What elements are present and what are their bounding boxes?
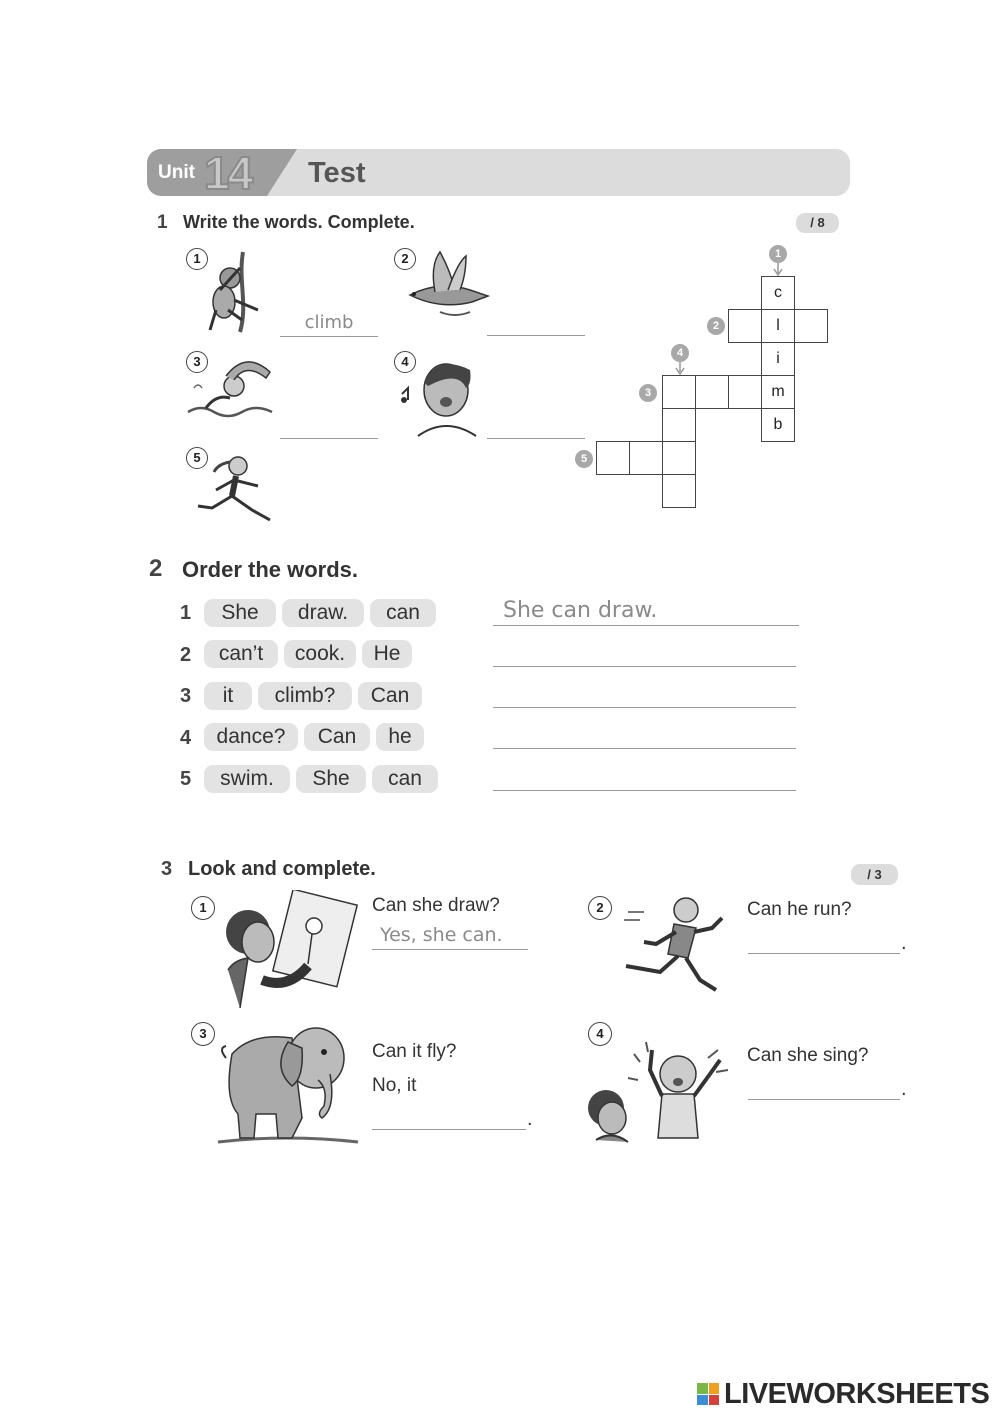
- answer-line[interactable]: [493, 640, 796, 667]
- answer-line[interactable]: [372, 924, 528, 950]
- boy-singing-icon: [398, 350, 486, 438]
- clue-number-1: 1: [769, 245, 787, 263]
- crossword-cell: b: [761, 408, 795, 442]
- answer-line-3[interactable]: [280, 415, 378, 439]
- arrow-down-icon: [674, 362, 686, 376]
- word-chip[interactable]: can’t: [204, 640, 278, 668]
- crossword-cell[interactable]: [662, 408, 696, 442]
- row-number: 3: [180, 685, 192, 707]
- answer-line[interactable]: [748, 1074, 900, 1100]
- unit-number: 14: [204, 147, 252, 199]
- row-number: 1: [180, 602, 192, 624]
- answer-line[interactable]: [493, 598, 799, 626]
- answer-text: Yes, she can.: [380, 924, 503, 946]
- clue-number-4: 4: [671, 344, 689, 362]
- item-number: 1: [191, 896, 215, 920]
- crossword-cell: m: [761, 375, 795, 409]
- answer-text: She can draw.: [503, 598, 658, 623]
- answer-line[interactable]: [748, 928, 900, 954]
- section3-number: 3: [161, 858, 173, 880]
- question-text: Can he run?: [747, 899, 852, 920]
- item-number: 3: [191, 1022, 215, 1046]
- elephant-icon: [212, 1018, 362, 1150]
- answer-line[interactable]: [493, 764, 796, 791]
- period: .: [901, 1078, 907, 1100]
- crossword-cell[interactable]: [695, 375, 729, 409]
- word-chip[interactable]: swim.: [204, 765, 290, 793]
- section2-title: Order the words.: [182, 557, 359, 582]
- answer-line[interactable]: [372, 1104, 526, 1130]
- word-chip[interactable]: Can: [304, 723, 370, 751]
- crossword-cell[interactable]: [596, 441, 630, 475]
- clue-number-5: 5: [575, 450, 593, 468]
- crossword-cell[interactable]: [794, 309, 828, 343]
- question-text: Can she draw?: [372, 895, 500, 916]
- section1-title: Write the words. Complete.: [183, 212, 415, 232]
- row-number: 4: [180, 727, 192, 749]
- crossword-cell[interactable]: [662, 474, 696, 508]
- word-chip[interactable]: dance?: [204, 723, 298, 751]
- item-number: 2: [588, 896, 612, 920]
- section3-title: Look and complete.: [188, 858, 376, 880]
- question-text: Can it fly?: [372, 1041, 457, 1062]
- section3-score: / 3: [851, 864, 898, 885]
- item-number: 1: [186, 248, 208, 270]
- crossword-cell[interactable]: [728, 375, 762, 409]
- clue-number-3: 3: [639, 384, 657, 402]
- answer-prefix: No, it: [372, 1075, 417, 1096]
- row-number: 2: [180, 644, 192, 666]
- crossword-cell: c: [761, 276, 795, 310]
- item-number: 4: [394, 351, 416, 373]
- crossword-cell: i: [761, 342, 795, 376]
- arrow-down-icon: [772, 263, 784, 277]
- answer-line-2[interactable]: [487, 312, 585, 336]
- word-chip[interactable]: can: [372, 765, 438, 793]
- girl-singing-icon: [578, 1030, 746, 1156]
- word-chip[interactable]: He: [362, 640, 412, 668]
- bird-flying-icon: [400, 250, 492, 326]
- girl-running-icon: [190, 450, 276, 522]
- item-number: 2: [394, 248, 416, 270]
- word-chip[interactable]: She: [204, 599, 276, 627]
- word-chip[interactable]: climb?: [258, 682, 352, 710]
- question-text: Can she sing?: [747, 1045, 869, 1066]
- row-number: 5: [180, 768, 192, 790]
- word-chip[interactable]: Can: [358, 682, 422, 710]
- word-chip[interactable]: cook.: [284, 640, 356, 668]
- clue-number-2: 2: [707, 317, 725, 335]
- page-title: Test: [308, 157, 366, 189]
- item-number: 5: [186, 447, 208, 469]
- word-chip[interactable]: it: [204, 682, 252, 710]
- answer-line[interactable]: [493, 722, 796, 749]
- crossword-cell[interactable]: [629, 441, 663, 475]
- boy-running-icon: [598, 888, 732, 1006]
- section2-number: 2: [149, 555, 163, 582]
- crossword-cell: l: [761, 309, 795, 343]
- girl-swimming-icon: [186, 352, 276, 424]
- answer-line-4[interactable]: [487, 415, 585, 439]
- period: .: [901, 932, 907, 954]
- answer-text: climb: [304, 312, 354, 333]
- period: .: [527, 1108, 533, 1130]
- section1-score: / 8: [796, 213, 839, 233]
- footer-brand[interactable]: LIVEWORKSHEETS: [724, 1378, 990, 1410]
- monkey-climbing-icon: [198, 250, 268, 334]
- word-chip[interactable]: She: [296, 765, 366, 793]
- girl-drawing-icon: [218, 890, 358, 1012]
- word-chip[interactable]: can: [370, 599, 436, 627]
- crossword-cell[interactable]: [728, 309, 762, 343]
- liveworksheets-logo-icon: [697, 1383, 719, 1405]
- word-chip[interactable]: draw.: [282, 599, 364, 627]
- item-number: 4: [588, 1022, 612, 1046]
- answer-line-1[interactable]: [280, 312, 378, 337]
- word-chip[interactable]: he: [376, 723, 424, 751]
- crossword-cell[interactable]: [662, 375, 696, 409]
- unit-label: Unit: [158, 162, 195, 183]
- crossword-cell[interactable]: [662, 441, 696, 475]
- answer-line[interactable]: [493, 681, 796, 708]
- item-number: 3: [186, 351, 208, 373]
- section1-number: 1: [157, 212, 168, 233]
